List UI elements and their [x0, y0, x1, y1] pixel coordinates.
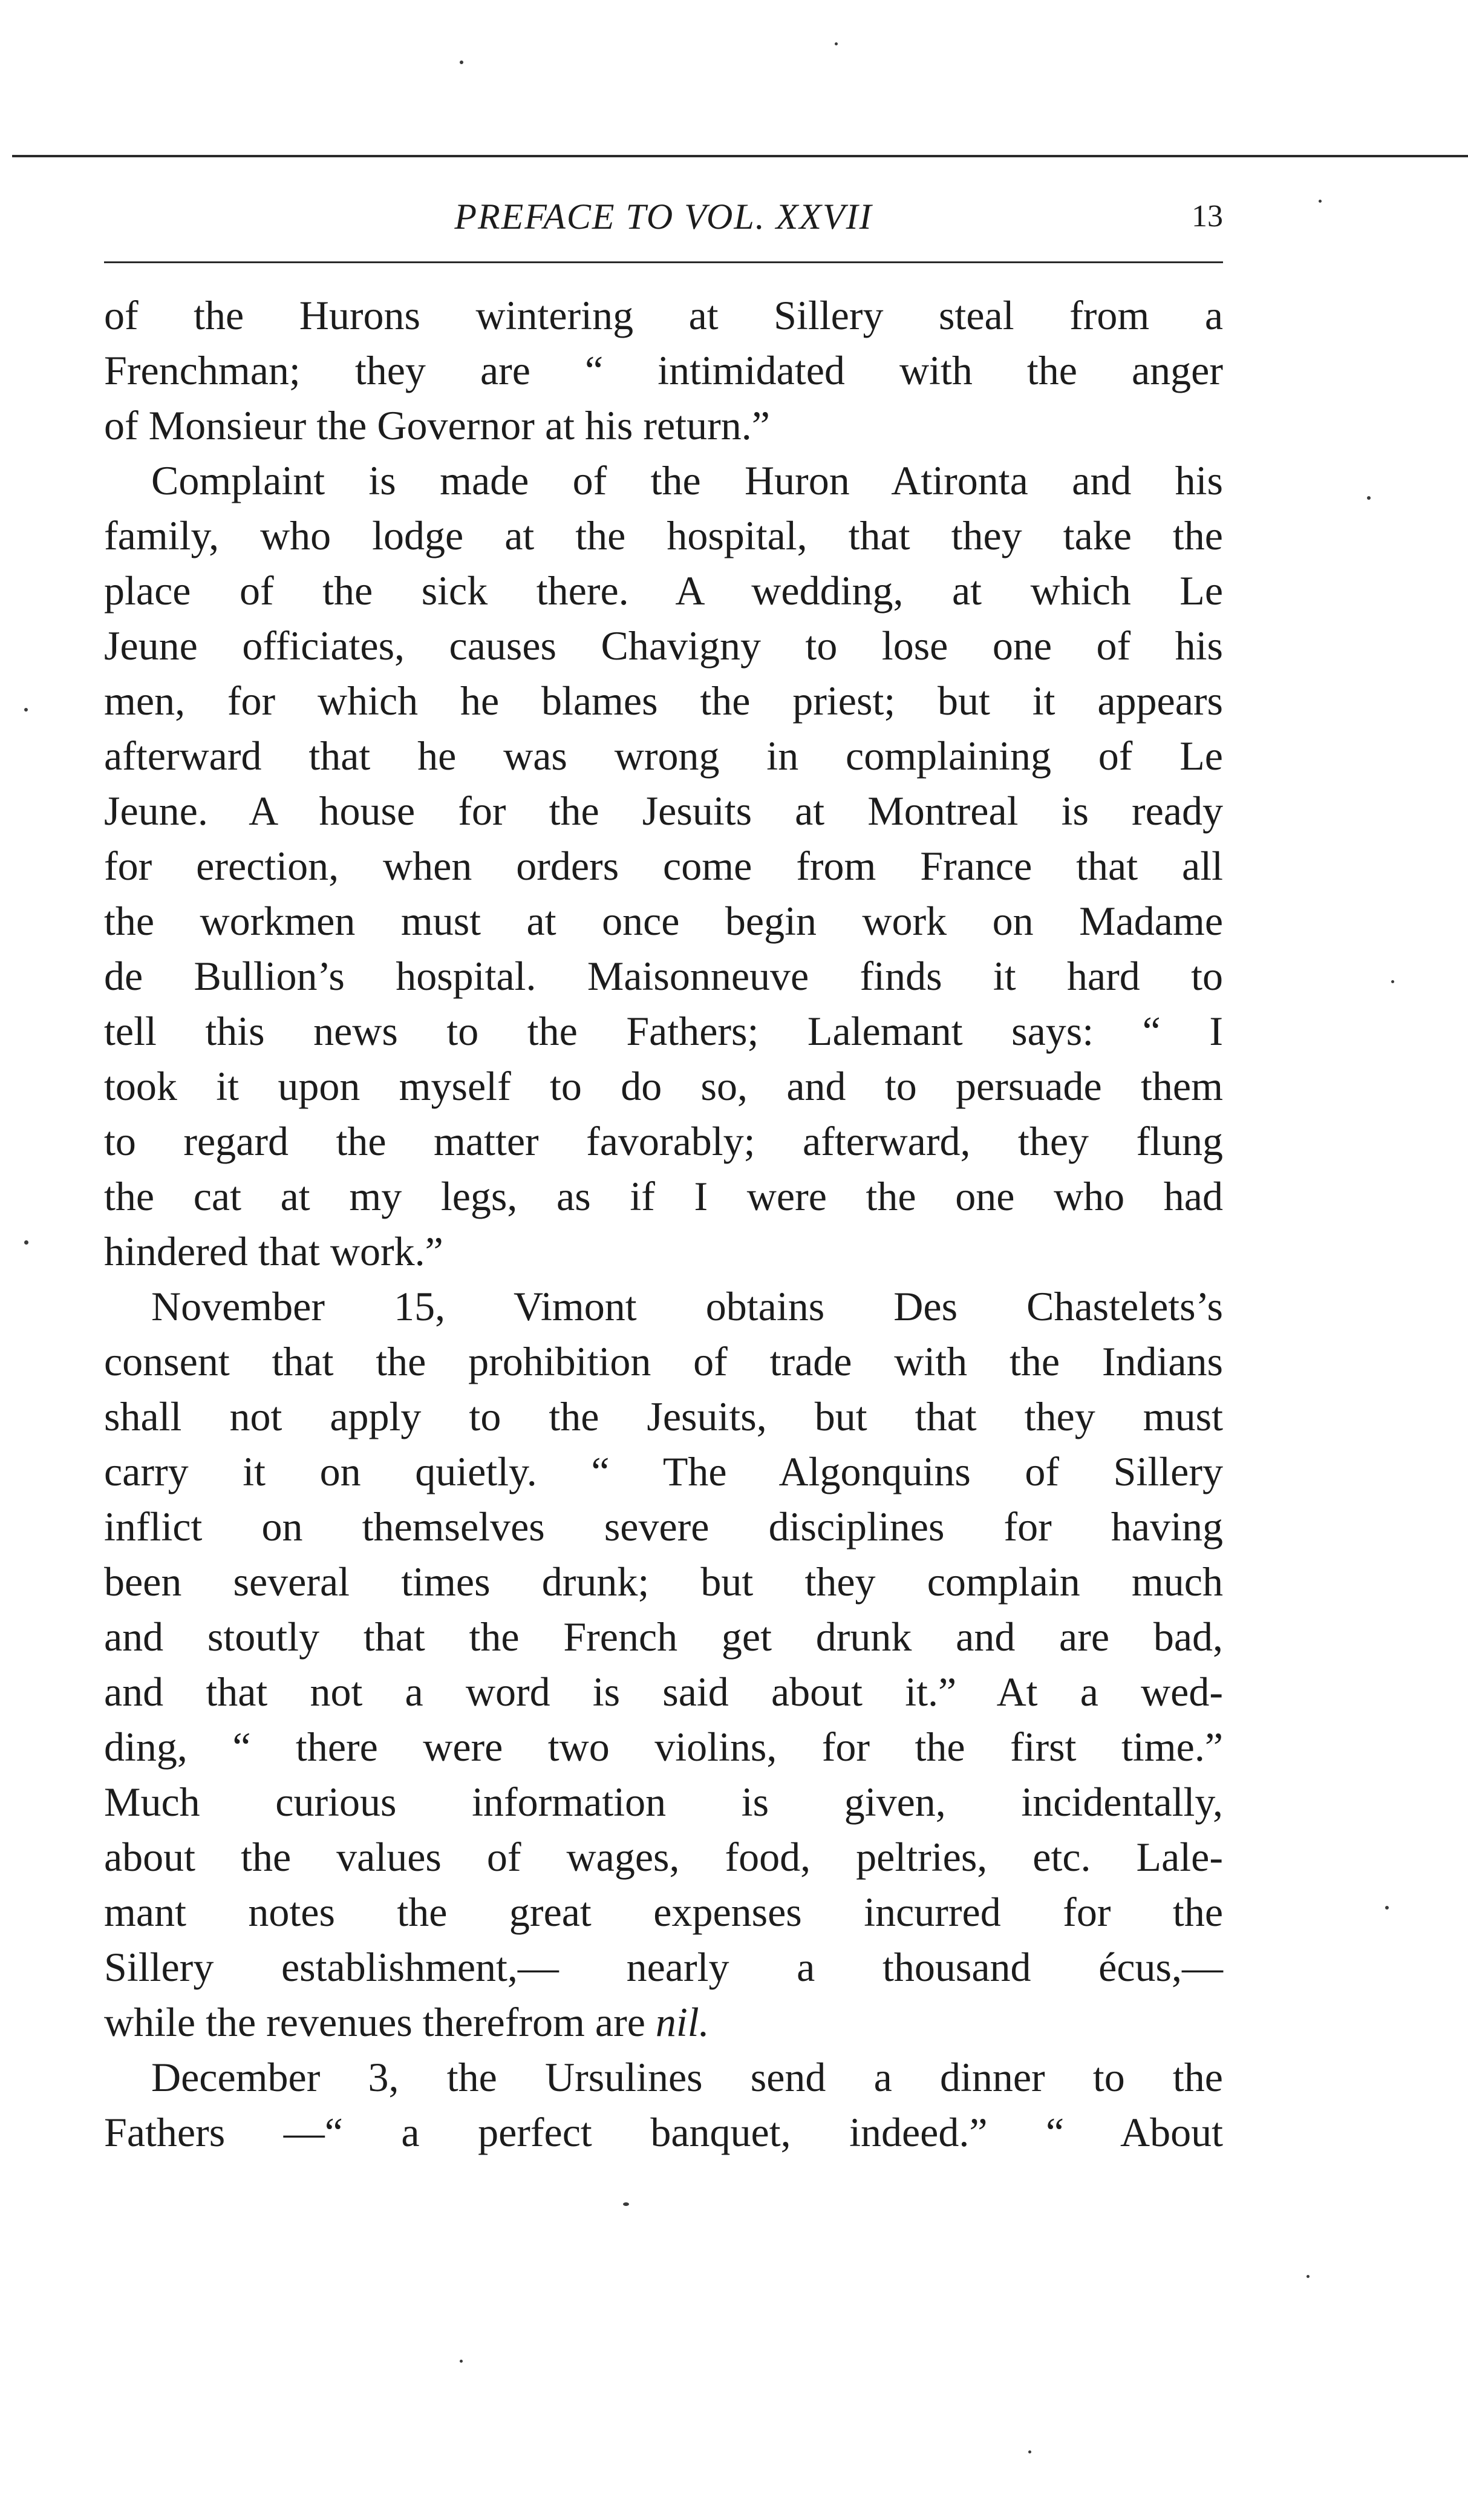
text-line: [104, 894, 1223, 949]
italic-word: nil.: [655, 1999, 710, 2045]
text-line-content: tell this news to the Fathers; Lalemant says: “ I: [104, 1008, 1223, 1054]
text-line-content: and that not a word is said about it.” At a wed-: [104, 1669, 1223, 1715]
text-line-content: place of the sick there. A wedding, at which Le: [104, 568, 1223, 614]
print-speck: [1028, 2450, 1031, 2453]
print-speck: [24, 708, 28, 712]
text-line: [104, 1059, 1223, 1114]
text-line: [104, 839, 1223, 894]
text-line-content: mant notes the great expenses incurred for the: [104, 1889, 1223, 1935]
text-line: [104, 1554, 1223, 1609]
running-title: PREFACE TO VOL. XXVII: [454, 197, 873, 237]
page-number: 13: [1192, 199, 1223, 234]
text-line: [104, 1169, 1223, 1224]
text-line-content: Fathers —“ a perfect banquet, indeed.” “ About: [104, 2109, 1223, 2155]
text-line: [104, 1499, 1223, 1554]
text-line-content: for erection, when orders come from France that all: [104, 843, 1223, 889]
text-line-content: the workmen must at once begin work on Madame: [104, 898, 1223, 944]
text-line-content: family, who lodge at the hospital, that they take the: [104, 512, 1223, 558]
text-line: [104, 618, 1223, 673]
text-line-content: inflict on themselves severe disciplines for having: [104, 1504, 1223, 1550]
print-speck: [1385, 1906, 1389, 1910]
text-line: [104, 563, 1223, 618]
text-line: [104, 1114, 1223, 1169]
top-rule: [12, 155, 1468, 157]
print-speck: [460, 61, 463, 64]
text-line: [104, 1995, 1223, 2050]
text-line: [104, 673, 1223, 728]
text-line-content: of the Hurons wintering at Sillery steal from a: [104, 292, 1223, 338]
print-speck: [1367, 496, 1371, 500]
text-line-content: afterward that he was wrong in complaining of Le: [104, 733, 1223, 779]
text-line: [104, 1720, 1223, 1775]
text-line: [104, 2050, 1223, 2105]
text-line: [104, 1664, 1223, 1720]
text-line: [104, 1609, 1223, 1664]
text-line: [104, 398, 1223, 453]
text-line: [104, 1885, 1223, 1940]
print-speck: [1307, 2275, 1310, 2278]
text-line-content: Complaint is made of the Huron Atironta and his: [151, 457, 1223, 503]
text-line-content: Jeune. A house for the Jesuits at Montreal is ready: [104, 788, 1223, 834]
text-line-content: Jeune officiates, causes Chavigny to lose one of his: [104, 623, 1223, 669]
text-line: [104, 949, 1223, 1004]
header-rule: [104, 261, 1223, 263]
text-line-content: December 3, the Ursulines send a dinner to the: [151, 2054, 1223, 2100]
text-line: [104, 1334, 1223, 1389]
text-line-content: shall not apply to the Jesuits, but that they must: [104, 1393, 1223, 1439]
text-line: [104, 1004, 1223, 1059]
text-line: [104, 343, 1223, 398]
text-line-content: to regard the matter favorably; afterward, they flung: [104, 1118, 1223, 1164]
text-line: [104, 1940, 1223, 1995]
text-line-content: Sillery establishment,— nearly a thousand écus,—: [104, 1944, 1223, 1990]
text-line-content: de Bullion’s hospital. Maisonneuve finds it hard to: [104, 953, 1223, 999]
text-line: [104, 453, 1223, 508]
text-line: [104, 1775, 1223, 1830]
print-speck: [460, 2360, 463, 2363]
text-line-content: about the values of wages, food, peltries, etc. Lale-: [104, 1834, 1223, 1880]
text-line: [104, 1279, 1223, 1334]
text-line-content: hindered that work.”: [104, 1228, 443, 1274]
text-line: [104, 508, 1223, 563]
text-line-content: Much curious information is given, incidentally,: [104, 1779, 1223, 1825]
text-line: [104, 728, 1223, 784]
text-line: [104, 784, 1223, 839]
text-line: [104, 1830, 1223, 1885]
body-text: [104, 288, 1223, 2160]
text-line: [104, 2105, 1223, 2160]
text-line-content: took it upon myself to do so, and to persuade them: [104, 1063, 1223, 1109]
text-line-content: while the revenues therefrom are: [104, 1999, 656, 2045]
text-line-content: ding, “ there were two violins, for the first time.”: [104, 1724, 1223, 1770]
text-line-content: the cat at my legs, as if I were the one who had: [104, 1173, 1223, 1219]
text-line-content: carry it on quietly. “ The Algonquins of Sillery: [104, 1448, 1223, 1494]
running-head: [104, 192, 1223, 241]
text-line-content: and stoutly that the French get drunk and are bad,: [104, 1614, 1223, 1660]
print-speck: [623, 2202, 629, 2206]
print-speck: [1391, 980, 1394, 983]
text-line-content: men, for which he blames the priest; but it appears: [104, 678, 1223, 724]
text-line-content: consent that the prohibition of trade with the Indians: [104, 1338, 1223, 1384]
text-line: [104, 288, 1223, 343]
text-line: [104, 1224, 1223, 1279]
text-line: [104, 1389, 1223, 1444]
text-line-content: Frenchman; they are “ intimidated with the anger: [104, 347, 1223, 393]
text-line-content: of Monsieur the Governor at his return.”: [104, 402, 770, 448]
print-speck: [835, 42, 838, 45]
print-speck: [1319, 200, 1322, 203]
print-speck: [24, 1240, 28, 1245]
text-line: [104, 1444, 1223, 1499]
text-line-content: been several times drunk; but they complain much: [104, 1559, 1223, 1605]
text-line-content: November 15, Vimont obtains Des Chastelets’s: [151, 1283, 1223, 1329]
